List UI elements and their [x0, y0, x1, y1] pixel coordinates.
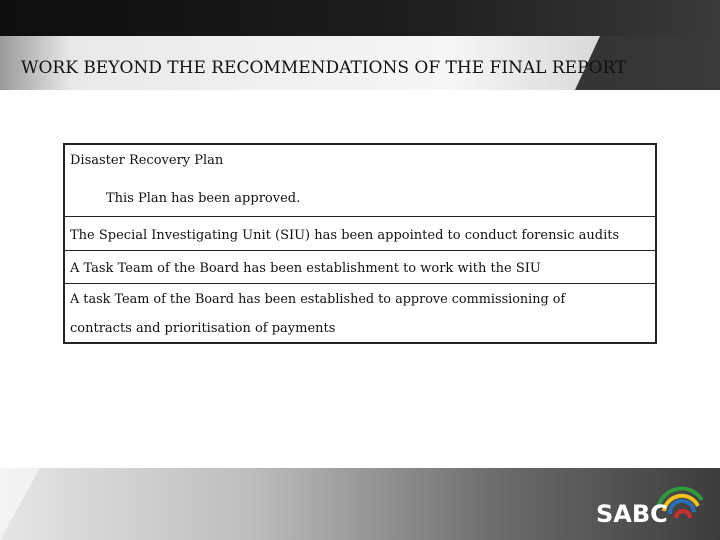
- recommendations-table: [63, 143, 657, 344]
- row-divider: [65, 250, 655, 251]
- row-4-line-1: A task Team of the Board has been established to approve commissioning of: [70, 292, 566, 307]
- top-dark-band: [0, 0, 720, 36]
- row-1-heading: Disaster Recovery Plan: [70, 153, 224, 168]
- row-1-detail: This Plan has been approved.: [106, 191, 301, 206]
- row-4-line-2: contracts and prioritisation of payments: [70, 321, 336, 336]
- sabc-logo-text: SABC: [596, 500, 668, 528]
- row-3-text: A Task Team of the Board has been establishment to work with the SIU: [70, 261, 541, 276]
- row-divider: [65, 283, 655, 284]
- row-divider: [65, 216, 655, 217]
- row-2-text: The Special Investigating Unit (SIU) has been appointed to conduct forensic audits: [70, 228, 620, 243]
- page-title: WORK BEYOND THE RECOMMENDATIONS OF THE FINAL REPORT: [21, 58, 627, 78]
